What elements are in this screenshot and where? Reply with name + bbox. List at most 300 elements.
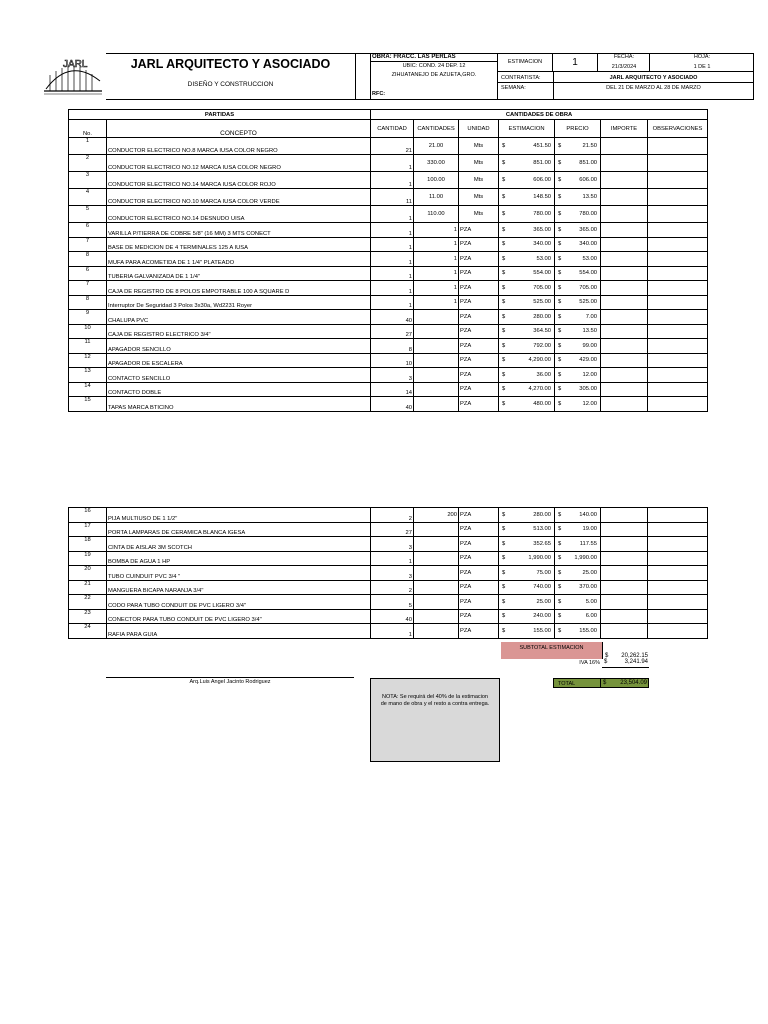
table-row bbox=[69, 522, 708, 537]
row-unidad: PZA bbox=[459, 624, 499, 639]
row-concepto: CODO PARA TUBO CONDUIT DE PVC LIGERO 3/4" bbox=[107, 595, 371, 610]
row-cantidades bbox=[414, 551, 459, 566]
company-name: JARL ARQUITECTO Y ASOCIADO bbox=[130, 57, 331, 71]
row-estimacion-cell bbox=[499, 609, 555, 624]
table-row bbox=[69, 595, 708, 610]
row-precio: 13.50 bbox=[582, 194, 598, 200]
row-precio-cell bbox=[555, 295, 601, 310]
row-estimacion: 240.00 bbox=[533, 613, 551, 620]
semana-value: DEL 21 DE MARZO AL 28 DE MARZO bbox=[606, 85, 701, 91]
row-cantidad: 1 bbox=[371, 206, 414, 223]
row-cantidades: 200 bbox=[414, 508, 459, 523]
row-unidad: PZA bbox=[459, 580, 499, 595]
row-concepto: CONTACTO DOBLE bbox=[107, 382, 371, 397]
row-cantidad: 40 bbox=[371, 310, 414, 325]
row-estimacion: 4,270.00 bbox=[528, 386, 552, 393]
row-importe bbox=[601, 172, 648, 189]
table-row bbox=[69, 138, 708, 155]
table-row bbox=[69, 324, 708, 339]
row-precio: 1,990.00 bbox=[574, 555, 597, 562]
row-precio-cell bbox=[555, 266, 601, 281]
row-precio: 429.00 bbox=[579, 357, 598, 364]
table-row bbox=[69, 252, 708, 267]
row-precio: 53.00 bbox=[582, 255, 598, 262]
row-number: 21 bbox=[69, 580, 107, 595]
row-estimacion-currency: $ bbox=[502, 386, 506, 393]
row-precio-currency: $ bbox=[558, 371, 562, 378]
row-cantidades bbox=[414, 324, 459, 339]
row-observaciones bbox=[648, 382, 708, 397]
row-cantidad: 5 bbox=[371, 595, 414, 610]
row-concepto: APAGADOR SENCILLO bbox=[107, 339, 371, 354]
row-importe bbox=[601, 155, 648, 172]
row-number: 5 bbox=[69, 206, 107, 223]
row-importe bbox=[601, 382, 648, 397]
row-cantidades bbox=[414, 310, 459, 325]
row-estimacion-currency: $ bbox=[502, 194, 506, 200]
row-precio: 365.00 bbox=[579, 226, 598, 233]
row-estimacion: 554.00 bbox=[533, 270, 552, 277]
iva-value: 3,241.94 bbox=[624, 659, 648, 665]
row-estimacion: 606.00 bbox=[533, 177, 552, 183]
row-precio-currency: $ bbox=[558, 194, 562, 200]
row-observaciones bbox=[648, 522, 708, 537]
row-cantidades bbox=[414, 566, 459, 581]
row-precio-cell bbox=[555, 368, 601, 383]
row-unidad: PZA bbox=[459, 368, 499, 383]
row-estimacion-cell bbox=[499, 397, 555, 412]
table-row bbox=[69, 566, 708, 581]
row-precio-currency: $ bbox=[558, 241, 562, 248]
row-cantidad: 14 bbox=[371, 382, 414, 397]
total-value-cell bbox=[601, 678, 649, 688]
total-currency: $ bbox=[603, 680, 607, 686]
row-concepto: CINTA DE AISLAR 3M SCOTCH bbox=[107, 537, 371, 552]
row-estimacion-currency: $ bbox=[502, 226, 506, 233]
row-precio-cell bbox=[555, 324, 601, 339]
company-logo bbox=[40, 53, 106, 100]
row-concepto: TAPAS MARCA BTICINO bbox=[107, 397, 371, 412]
row-cantidad: 10 bbox=[371, 353, 414, 368]
row-precio: 340.00 bbox=[579, 241, 598, 248]
row-precio: 19.00 bbox=[582, 526, 597, 533]
row-precio-currency: $ bbox=[558, 284, 562, 291]
row-unidad: Mts bbox=[459, 172, 499, 189]
row-estimacion-cell bbox=[499, 353, 555, 368]
row-importe bbox=[601, 266, 648, 281]
row-unidad: PZA bbox=[459, 266, 499, 281]
row-precio: 705.00 bbox=[579, 284, 598, 291]
row-concepto: CONECTOR PARA TUBO CONDUIT DE PVC LIGERO 3/4" bbox=[107, 609, 371, 624]
row-importe bbox=[601, 368, 648, 383]
row-unidad: Mts bbox=[459, 155, 499, 172]
row-estimacion-currency: $ bbox=[502, 270, 506, 277]
row-estimacion-currency: $ bbox=[502, 526, 506, 533]
table-row bbox=[69, 155, 708, 172]
row-estimacion: 525.00 bbox=[533, 299, 552, 306]
row-precio-currency: $ bbox=[558, 313, 562, 320]
row-estimacion-cell bbox=[499, 551, 555, 566]
row-precio-currency: $ bbox=[558, 598, 562, 605]
row-precio-currency: $ bbox=[558, 226, 562, 233]
table-row bbox=[69, 237, 708, 252]
row-importe bbox=[601, 339, 648, 354]
row-estimacion-cell bbox=[499, 295, 555, 310]
row-number: 13 bbox=[69, 368, 107, 383]
row-cantidades: 110.00 bbox=[414, 206, 459, 223]
table-row bbox=[69, 537, 708, 552]
row-importe bbox=[601, 537, 648, 552]
row-precio-cell bbox=[555, 339, 601, 354]
row-estimacion-currency: $ bbox=[502, 540, 506, 547]
row-cantidad: 40 bbox=[371, 397, 414, 412]
row-precio-currency: $ bbox=[558, 328, 562, 335]
row-importe bbox=[601, 223, 648, 238]
items-table-2 bbox=[68, 507, 708, 639]
row-observaciones bbox=[648, 223, 708, 238]
row-cantidad: 8 bbox=[371, 339, 414, 354]
obra-block bbox=[370, 53, 498, 100]
row-precio: 12.00 bbox=[582, 371, 598, 378]
row-concepto: Interruptor De Seguridad 3 Polos 3x30a, Wd2231 Royer bbox=[107, 295, 371, 310]
row-concepto: CAJA DE REGISTRO ELECTRICO 3/4" bbox=[107, 324, 371, 339]
row-concepto: BASE DE MEDICION DE 4 TERMINALES 125 A IUSA bbox=[107, 237, 371, 252]
row-estimacion: 352.65 bbox=[533, 540, 551, 547]
row-estimacion-currency: $ bbox=[502, 371, 506, 378]
total-value: 23,504.09 bbox=[620, 680, 647, 686]
row-unidad: PZA bbox=[459, 551, 499, 566]
row-estimacion: 705.00 bbox=[533, 284, 552, 291]
row-precio-currency: $ bbox=[558, 526, 562, 533]
row-cantidad: 2 bbox=[371, 508, 414, 523]
hoja-value: 1 DE 1 bbox=[693, 64, 711, 70]
row-cantidades bbox=[414, 353, 459, 368]
row-unidad: Mts bbox=[459, 138, 499, 155]
row-concepto: VARILLA P/TIERRA DE COBRE 5/8" (16 MM) 3 MTS CONECT bbox=[107, 223, 371, 238]
row-precio-cell bbox=[555, 580, 601, 595]
row-precio-cell bbox=[555, 223, 601, 238]
row-precio-currency: $ bbox=[558, 299, 562, 306]
row-precio-currency: $ bbox=[558, 386, 562, 393]
iva-value-cell bbox=[602, 658, 649, 668]
row-estimacion-cell bbox=[499, 189, 555, 206]
semana-label: SEMANA: bbox=[501, 85, 526, 91]
row-cantidades: 1 bbox=[414, 281, 459, 296]
row-cantidad: 40 bbox=[371, 609, 414, 624]
row-precio: 780.00 bbox=[579, 211, 598, 217]
row-concepto: CONDUCTOR ELECTRICO NO.14 DESNUDO UISA bbox=[107, 206, 371, 223]
row-estimacion-currency: $ bbox=[502, 328, 506, 335]
row-cantidad: 3 bbox=[371, 537, 414, 552]
row-concepto: CONDUCTOR ELECTRICO NO.14 MARCA IUSA COLOR ROJO bbox=[107, 172, 371, 189]
row-precio-currency: $ bbox=[558, 569, 562, 576]
row-precio-currency: $ bbox=[558, 555, 562, 562]
row-importe bbox=[601, 237, 648, 252]
row-estimacion-currency: $ bbox=[502, 584, 506, 591]
row-importe bbox=[601, 551, 648, 566]
row-estimacion: 340.00 bbox=[533, 241, 552, 248]
row-number: 19 bbox=[69, 551, 107, 566]
table-row bbox=[69, 339, 708, 354]
row-concepto: CAJA DE REGISTRO DE 8 POLOS EMPOTRABLE 100 A SQUARE D bbox=[107, 281, 371, 296]
row-estimacion-cell bbox=[499, 339, 555, 354]
row-observaciones bbox=[648, 172, 708, 189]
row-estimacion-cell bbox=[499, 595, 555, 610]
row-cantidades bbox=[414, 382, 459, 397]
row-cantidad: 1 bbox=[371, 266, 414, 281]
row-importe bbox=[601, 189, 648, 206]
row-cantidad: 1 bbox=[371, 155, 414, 172]
row-cantidad: 3 bbox=[371, 368, 414, 383]
row-observaciones bbox=[648, 138, 708, 155]
row-estimacion-cell bbox=[499, 281, 555, 296]
row-precio-currency: $ bbox=[558, 255, 562, 262]
row-unidad: PZA bbox=[459, 353, 499, 368]
row-number: 11 bbox=[69, 339, 107, 354]
row-precio-currency: $ bbox=[558, 177, 562, 183]
row-estimacion-currency: $ bbox=[502, 177, 506, 183]
city: ZIHUATANEJO DE AZUETA,GRO. bbox=[391, 72, 477, 78]
row-cantidades bbox=[414, 397, 459, 412]
row-estimacion-currency: $ bbox=[502, 555, 506, 562]
row-importe bbox=[601, 206, 648, 223]
row-estimacion-cell bbox=[499, 237, 555, 252]
row-observaciones bbox=[648, 206, 708, 223]
subtotal-value-cell bbox=[602, 642, 649, 659]
row-estimacion-currency: $ bbox=[502, 627, 506, 634]
row-precio-currency: $ bbox=[558, 211, 562, 217]
row-precio: 851.00 bbox=[579, 160, 598, 166]
company-block bbox=[106, 53, 356, 100]
row-precio-cell bbox=[555, 138, 601, 155]
table-row bbox=[69, 382, 708, 397]
row-observaciones bbox=[648, 609, 708, 624]
row-observaciones bbox=[648, 624, 708, 639]
row-observaciones bbox=[648, 508, 708, 523]
row-estimacion-currency: $ bbox=[502, 211, 506, 217]
row-importe bbox=[601, 508, 648, 523]
row-precio: 21.50 bbox=[582, 143, 598, 149]
row-concepto: RAFIA PARA GUIA bbox=[107, 624, 371, 639]
row-importe bbox=[601, 595, 648, 610]
col-estimacion-header: ESTIMACION bbox=[499, 120, 555, 138]
row-precio: 140.00 bbox=[579, 511, 597, 518]
row-cantidad: 3 bbox=[371, 566, 414, 581]
row-precio-cell bbox=[555, 189, 601, 206]
row-concepto: TUBERIA GALVANIZADA DE 1 1/4" bbox=[107, 266, 371, 281]
row-precio: 554.00 bbox=[579, 270, 598, 277]
row-estimacion-cell bbox=[499, 206, 555, 223]
row-estimacion: 365.00 bbox=[533, 226, 552, 233]
row-estimacion: 364.50 bbox=[533, 328, 552, 335]
row-importe bbox=[601, 580, 648, 595]
row-number: 3 bbox=[69, 172, 107, 189]
payment-note-text: NOTA: Se requirá del 40% de la estimacion de mano de obra y el resto a contra entrega. bbox=[380, 694, 490, 707]
table-row bbox=[69, 223, 708, 238]
row-observaciones bbox=[648, 266, 708, 281]
row-unidad: Mts bbox=[459, 206, 499, 223]
row-unidad: Mts bbox=[459, 189, 499, 206]
row-precio-currency: $ bbox=[558, 540, 562, 547]
table-row bbox=[69, 624, 708, 639]
row-estimacion-currency: $ bbox=[502, 160, 506, 166]
row-estimacion: 780.00 bbox=[533, 211, 552, 217]
row-estimacion: 280.00 bbox=[533, 313, 552, 320]
row-number: 6 bbox=[69, 266, 107, 281]
row-estimacion: 155.00 bbox=[533, 627, 551, 634]
row-importe bbox=[601, 310, 648, 325]
row-precio: 12.00 bbox=[582, 400, 598, 407]
row-precio-currency: $ bbox=[558, 400, 562, 407]
row-concepto: BOMBA DE AGUA 1 HP bbox=[107, 551, 371, 566]
row-precio: 155.00 bbox=[579, 627, 597, 634]
items-body-2 bbox=[69, 508, 708, 639]
col-no-header: No. bbox=[69, 120, 107, 138]
row-unidad: PZA bbox=[459, 566, 499, 581]
subtotal-currency: $ bbox=[605, 653, 609, 659]
row-number: 6 bbox=[69, 223, 107, 238]
table-row bbox=[69, 609, 708, 624]
row-observaciones bbox=[648, 537, 708, 552]
row-observaciones bbox=[648, 397, 708, 412]
row-cantidades: 1 bbox=[414, 266, 459, 281]
row-importe bbox=[601, 624, 648, 639]
row-estimacion: 851.00 bbox=[533, 160, 552, 166]
row-estimacion-cell bbox=[499, 252, 555, 267]
row-estimacion-currency: $ bbox=[502, 511, 506, 518]
row-estimacion-cell bbox=[499, 155, 555, 172]
row-observaciones bbox=[648, 551, 708, 566]
row-cantidades: 11.00 bbox=[414, 189, 459, 206]
row-number: 14 bbox=[69, 382, 107, 397]
items-table-1 bbox=[68, 109, 708, 412]
row-number: 1 bbox=[69, 138, 107, 155]
row-number: 18 bbox=[69, 537, 107, 552]
row-unidad: PZA bbox=[459, 295, 499, 310]
row-cantidades: 1 bbox=[414, 252, 459, 267]
row-cantidades: 330.00 bbox=[414, 155, 459, 172]
row-number: 24 bbox=[69, 624, 107, 639]
row-observaciones bbox=[648, 281, 708, 296]
rfc-label: RFC: bbox=[372, 91, 386, 97]
table-row bbox=[69, 397, 708, 412]
cantidades-obra-header: CANTIDADES DE OBRA bbox=[371, 110, 708, 120]
row-estimacion-currency: $ bbox=[502, 400, 506, 407]
row-estimacion: 513.00 bbox=[533, 526, 551, 533]
row-concepto: PIJA MULTIUSO DE 1 1/2" bbox=[107, 508, 371, 523]
row-estimacion-cell bbox=[499, 580, 555, 595]
row-importe bbox=[601, 522, 648, 537]
row-precio-cell bbox=[555, 566, 601, 581]
logo-text: JARL bbox=[63, 59, 88, 70]
row-number: 20 bbox=[69, 566, 107, 581]
row-cantidad: 27 bbox=[371, 324, 414, 339]
row-importe bbox=[601, 609, 648, 624]
row-precio: 525.00 bbox=[579, 299, 598, 306]
row-estimacion-cell bbox=[499, 537, 555, 552]
table-row bbox=[69, 580, 708, 595]
row-observaciones bbox=[648, 580, 708, 595]
row-precio-cell bbox=[555, 382, 601, 397]
row-estimacion-cell bbox=[499, 566, 555, 581]
row-number: 8 bbox=[69, 252, 107, 267]
row-estimacion-currency: $ bbox=[502, 143, 506, 149]
row-cantidad: 1 bbox=[371, 551, 414, 566]
row-cantidades: 1 bbox=[414, 237, 459, 252]
hoja-label: HOJA: bbox=[693, 54, 711, 60]
row-estimacion: 1,990.00 bbox=[528, 555, 551, 562]
row-importe bbox=[601, 281, 648, 296]
row-precio-cell bbox=[555, 595, 601, 610]
row-estimacion-cell bbox=[499, 368, 555, 383]
table-row bbox=[69, 266, 708, 281]
col-cantidad-header: CANTIDAD bbox=[371, 120, 414, 138]
row-precio: 25.00 bbox=[582, 569, 597, 576]
row-estimacion-cell bbox=[499, 324, 555, 339]
table-row bbox=[69, 353, 708, 368]
row-precio: 7.00 bbox=[585, 313, 598, 320]
signature-line bbox=[106, 677, 354, 678]
row-precio: 117.55 bbox=[579, 540, 597, 547]
row-cantidad: 1 bbox=[371, 295, 414, 310]
row-estimacion-currency: $ bbox=[502, 255, 506, 262]
col-cantidades-header: CANTIDADES bbox=[414, 120, 459, 138]
row-observaciones bbox=[648, 368, 708, 383]
row-precio-cell bbox=[555, 206, 601, 223]
row-cantidades bbox=[414, 368, 459, 383]
row-importe bbox=[601, 252, 648, 267]
row-unidad: PZA bbox=[459, 324, 499, 339]
row-precio: 606.00 bbox=[579, 177, 598, 183]
row-cantidades bbox=[414, 595, 459, 610]
row-estimacion-cell bbox=[499, 522, 555, 537]
row-precio-cell bbox=[555, 310, 601, 325]
estimacion-block bbox=[498, 53, 754, 100]
row-observaciones bbox=[648, 324, 708, 339]
row-unidad: PZA bbox=[459, 310, 499, 325]
row-precio-cell bbox=[555, 508, 601, 523]
row-cantidades bbox=[414, 609, 459, 624]
table-row bbox=[69, 368, 708, 383]
row-estimacion-currency: $ bbox=[502, 342, 506, 349]
row-observaciones bbox=[648, 310, 708, 325]
table-row bbox=[69, 206, 708, 223]
row-cantidad: 27 bbox=[371, 522, 414, 537]
signature-name: Arq.Luis Angel Jacinto Rodriguez bbox=[189, 679, 271, 685]
row-number: 15 bbox=[69, 397, 107, 412]
row-cantidad: 1 bbox=[371, 237, 414, 252]
row-importe bbox=[601, 295, 648, 310]
company-subtitle: DISEÑO Y CONSTRUCCION bbox=[187, 81, 274, 88]
row-cantidad: 1 bbox=[371, 223, 414, 238]
row-estimacion-cell bbox=[499, 172, 555, 189]
row-cantidad: 1 bbox=[371, 252, 414, 267]
row-precio-currency: $ bbox=[558, 511, 562, 518]
row-estimacion-cell bbox=[499, 310, 555, 325]
row-unidad: PZA bbox=[459, 522, 499, 537]
row-precio-cell bbox=[555, 551, 601, 566]
row-cantidades bbox=[414, 339, 459, 354]
row-estimacion-currency: $ bbox=[502, 598, 506, 605]
row-precio-currency: $ bbox=[558, 160, 562, 166]
row-concepto: TUBO CUINDUIT PVC 3/4 " bbox=[107, 566, 371, 581]
row-concepto: MANGUERA BICAPA NARANJA 3/4" bbox=[107, 580, 371, 595]
row-number: 16 bbox=[69, 508, 107, 523]
row-number: 7 bbox=[69, 237, 107, 252]
row-number: 8 bbox=[69, 295, 107, 310]
col-observaciones-header: OBSERVACIONES bbox=[648, 120, 708, 138]
row-estimacion: 25.00 bbox=[536, 598, 551, 605]
